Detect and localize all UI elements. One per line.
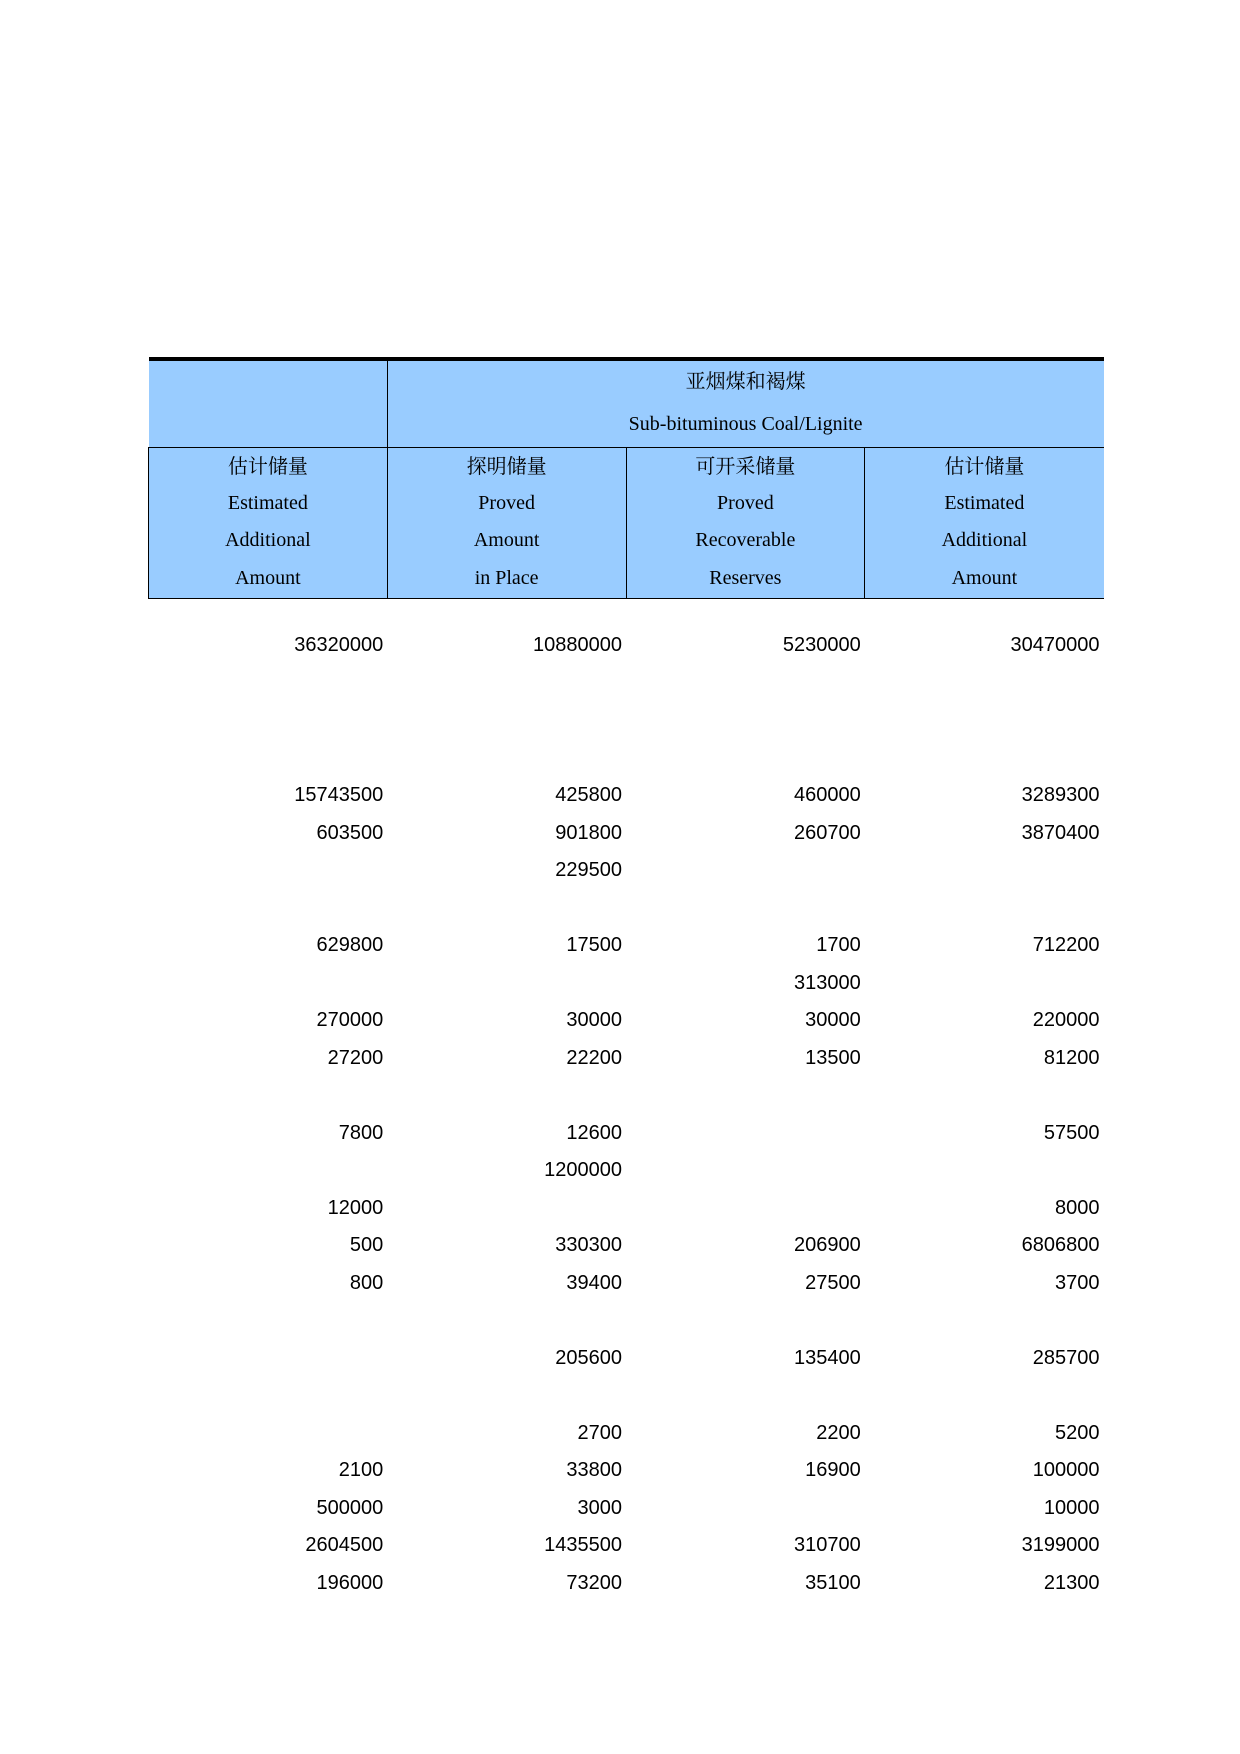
table-cell: 39400 xyxy=(566,1271,622,1294)
column-header-english-line: Estimated xyxy=(944,491,1025,514)
table-row xyxy=(149,777,1104,815)
table-row xyxy=(149,852,1104,890)
column-header-english-line: Amount xyxy=(951,566,1018,589)
table-row xyxy=(149,1415,1104,1453)
group-header-cell xyxy=(387,361,1103,448)
table-row xyxy=(149,1565,1104,1603)
table-cell xyxy=(865,1302,1104,1340)
column-header-english-line: Amount xyxy=(235,566,301,589)
table-cell: 196000 xyxy=(316,1571,384,1594)
table-cell: 7800 xyxy=(338,1121,384,1144)
column-header-english-line: Reserves xyxy=(709,566,782,589)
column-header-chinese: 估计储量 xyxy=(944,455,1025,478)
column-header-estimated-additional-2 xyxy=(865,448,1104,599)
table-cell xyxy=(149,1340,388,1378)
table-cell: 800 xyxy=(349,1271,384,1294)
column-header-english-line: Additional xyxy=(225,529,311,552)
column-header-chinese: 估计储量 xyxy=(227,455,308,478)
table-cell: 3199000 xyxy=(1021,1534,1100,1557)
table-row xyxy=(149,1002,1104,1040)
coal-reserves-table xyxy=(148,357,1104,1602)
table-cell: 3870400 xyxy=(1021,821,1100,844)
table-row xyxy=(149,1302,1104,1340)
table-cell: 901800 xyxy=(555,821,622,844)
table-cell: 100000 xyxy=(1032,1459,1100,1482)
table-cell: 135400 xyxy=(794,1346,861,1369)
table-cell: 15743500 xyxy=(294,784,384,807)
table-cell xyxy=(865,1077,1104,1115)
table-cell xyxy=(149,852,388,890)
table-cell xyxy=(865,852,1104,890)
table-row xyxy=(149,927,1104,965)
table-row xyxy=(149,1490,1104,1528)
table-cell xyxy=(626,1377,865,1415)
table-cell: 2200 xyxy=(816,1421,861,1444)
table-cell: 3000 xyxy=(577,1496,622,1519)
table-cell: 500 xyxy=(349,1234,384,1257)
table-cell: 2604500 xyxy=(305,1534,384,1557)
table-cell: 1435500 xyxy=(544,1534,622,1557)
column-header-english-line: Recoverable xyxy=(695,529,796,552)
table-cell xyxy=(387,702,626,740)
table-cell: 27500 xyxy=(805,1271,861,1294)
table-row xyxy=(149,1340,1104,1378)
table-cell: 330300 xyxy=(555,1234,622,1257)
table-cell: 81200 xyxy=(1043,1046,1100,1069)
table-cell: 30470000 xyxy=(1010,634,1100,657)
table-cell xyxy=(149,740,388,778)
group-header-english: Sub-bituminous Coal/Lignite xyxy=(628,413,863,435)
table-cell xyxy=(149,965,388,1003)
column-header-english-line: Amount xyxy=(473,529,540,552)
table-cell xyxy=(149,1415,388,1453)
table-cell: 30000 xyxy=(566,1009,622,1032)
table-cell: 13500 xyxy=(805,1046,861,1069)
table-cell xyxy=(865,665,1104,703)
table-cell xyxy=(626,665,865,703)
table-cell: 35100 xyxy=(805,1571,861,1594)
table-cell: 21300 xyxy=(1043,1571,1100,1594)
table-cell: 12000 xyxy=(327,1196,384,1219)
table-cell: 220000 xyxy=(1032,1009,1100,1032)
table-cell xyxy=(626,1302,865,1340)
table-cell xyxy=(149,1077,388,1115)
table-cell: 1200000 xyxy=(544,1159,622,1182)
table-cell: 17500 xyxy=(566,934,622,957)
table-cell xyxy=(149,1377,388,1415)
table-cell: 500000 xyxy=(316,1496,384,1519)
table-row xyxy=(149,1040,1104,1078)
table-cell xyxy=(387,1377,626,1415)
column-header-english-line: Proved xyxy=(478,491,535,514)
table-cell: 3289300 xyxy=(1021,784,1100,807)
table-cell xyxy=(626,1490,865,1528)
table-cell: 603500 xyxy=(316,821,384,844)
table-row xyxy=(149,815,1104,853)
column-header-estimated-additional-1 xyxy=(149,448,388,599)
table-row xyxy=(149,1190,1104,1228)
table-cell: 22200 xyxy=(566,1046,622,1069)
table-cell: 629800 xyxy=(316,934,384,957)
table-row xyxy=(149,1115,1104,1153)
group-header-chinese: 亚烟煤和褐煤 xyxy=(685,371,806,393)
table-cell xyxy=(626,1077,865,1115)
table-cell: 205600 xyxy=(555,1346,622,1369)
table-cell: 260700 xyxy=(794,821,861,844)
table-cell xyxy=(149,702,388,740)
table-row xyxy=(149,965,1104,1003)
table-row xyxy=(149,1527,1104,1565)
table-cell xyxy=(865,702,1104,740)
header-spacer xyxy=(149,599,1104,628)
table-cell xyxy=(865,890,1104,928)
column-header-english-line: Additional xyxy=(941,529,1028,552)
table-cell xyxy=(387,965,626,1003)
table-cell: 313000 xyxy=(794,971,861,994)
table-cell: 310700 xyxy=(794,1534,861,1557)
table-cell: 285700 xyxy=(1032,1346,1100,1369)
table-cell: 1700 xyxy=(816,934,861,957)
table-cell xyxy=(626,1190,865,1228)
table-cell: 73200 xyxy=(566,1571,622,1594)
column-header-english-line: Proved xyxy=(717,491,774,514)
table-cell xyxy=(387,890,626,928)
group-header-row xyxy=(149,361,1104,448)
table-body xyxy=(149,627,1104,1602)
table-cell: 5200 xyxy=(1055,1421,1100,1444)
table-cell: 8000 xyxy=(1055,1196,1100,1219)
table-cell xyxy=(626,702,865,740)
table-row xyxy=(149,627,1104,665)
table-cell: 2100 xyxy=(338,1459,384,1482)
column-header-english-line: Estimated xyxy=(227,491,308,514)
table-cell: 712200 xyxy=(1032,934,1100,957)
table-cell: 6806800 xyxy=(1021,1234,1100,1257)
table-row xyxy=(149,1227,1104,1265)
table-cell xyxy=(149,890,388,928)
table-cell: 57500 xyxy=(1043,1121,1100,1144)
column-header-chinese: 探明储量 xyxy=(466,455,547,478)
column-header-proved-in-place xyxy=(387,448,626,599)
table-cell xyxy=(626,1115,865,1153)
table-cell xyxy=(626,1152,865,1190)
column-header-row xyxy=(149,448,1104,599)
table-cell: 229500 xyxy=(555,859,622,882)
table-row xyxy=(149,1452,1104,1490)
table-cell xyxy=(387,740,626,778)
table-cell xyxy=(387,1302,626,1340)
table-cell: 27200 xyxy=(327,1046,384,1069)
table-row xyxy=(149,740,1104,778)
table-cell: 460000 xyxy=(794,784,861,807)
table-row xyxy=(149,1152,1104,1190)
table-cell: 10880000 xyxy=(533,634,622,657)
table-row xyxy=(149,702,1104,740)
table-cell xyxy=(149,1302,388,1340)
table-cell xyxy=(626,890,865,928)
table-row xyxy=(149,890,1104,928)
table-row xyxy=(149,1077,1104,1115)
blank-header-cell xyxy=(149,361,388,448)
table-row xyxy=(149,1377,1104,1415)
table-cell: 10000 xyxy=(1043,1496,1100,1519)
column-header-proved-recoverable xyxy=(626,448,865,599)
table-cell xyxy=(626,852,865,890)
table-cell xyxy=(387,1077,626,1115)
table-cell: 33800 xyxy=(566,1459,622,1482)
column-header-english-line: in Place xyxy=(474,566,539,589)
table-cell xyxy=(865,740,1104,778)
table-cell: 2700 xyxy=(577,1421,622,1444)
table-cell: 425800 xyxy=(555,784,622,807)
table-cell: 36320000 xyxy=(294,634,384,657)
table-row xyxy=(149,665,1104,703)
table-cell xyxy=(149,665,388,703)
table-cell xyxy=(865,965,1104,1003)
table-cell xyxy=(865,1152,1104,1190)
table-cell xyxy=(387,1190,626,1228)
table-cell xyxy=(626,740,865,778)
table-cell xyxy=(149,1152,388,1190)
table-cell xyxy=(387,665,626,703)
table-cell: 16900 xyxy=(805,1459,861,1482)
table-cell: 30000 xyxy=(805,1009,861,1032)
table-cell: 206900 xyxy=(794,1234,861,1257)
column-header-chinese: 可开采储量 xyxy=(695,455,796,478)
table-cell: 270000 xyxy=(316,1009,384,1032)
table-cell: 12600 xyxy=(566,1121,622,1144)
table-row xyxy=(149,1265,1104,1303)
table-cell: 5230000 xyxy=(782,634,861,657)
table-cell: 3700 xyxy=(1055,1271,1100,1294)
table-cell xyxy=(865,1377,1104,1415)
